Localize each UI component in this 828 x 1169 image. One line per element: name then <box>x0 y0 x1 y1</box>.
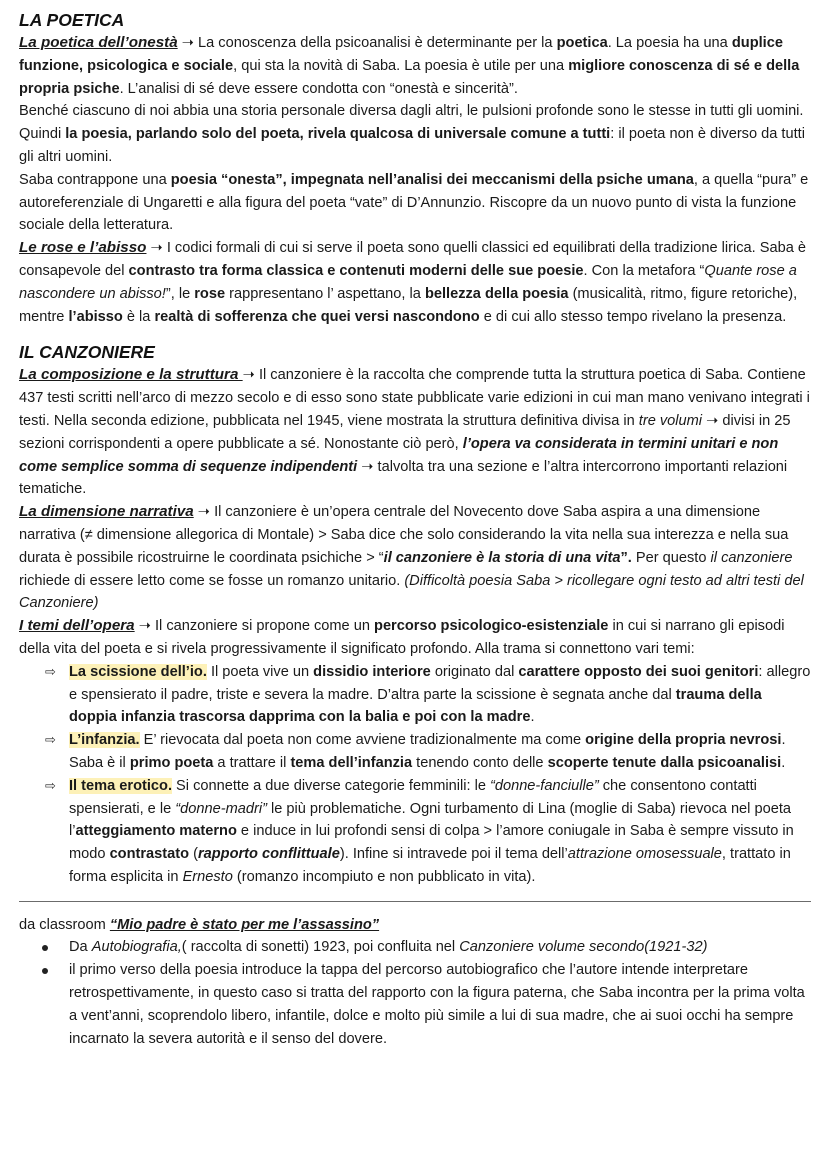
subheading-composizione: La composizione e la struttura <box>19 366 243 384</box>
section-title-canzoniere: IL CANZONIERE <box>19 342 155 363</box>
arrow-right-icon: ➝ <box>134 618 155 635</box>
section-title-poetica: LA POETICA <box>19 10 125 30</box>
paragraph-rose-abisso: Le rose e l’abisso ➝ I codici formali di cui si serve il poeta sono quelli classici ed equilibrati della tradizione lirica. Saba è consapevole del contrasto tra forma classica e contenuti moderni delle sue poesie. Con la metafora “Quante rose a nascondere un abisso!”, le rose rappresentano l’ aspettano, la bellezza della poesia (musicalità, ritmo, figure retoriche), mentre l’abisso è la realtà di sofferenza che quei versi nascondono e di cui allo stesso tempo rivelano la presenza. <box>19 239 807 325</box>
arrow-right-icon: ➝ <box>146 240 167 257</box>
subheading-temi: I temi dell’opera <box>19 617 135 635</box>
document-page <box>19 8 811 1050</box>
bullet-dot-icon <box>42 945 48 951</box>
list-item: ⇨ L’infanzia. E’ rievocata dal poeta non come avviene tradizionalmente ma come origine della propria nevrosi. Saba è il primo poeta a trattare il tema dell’infanzia tenendo conto delle scoperte tenute dalla psicoanalisi. <box>69 729 811 775</box>
list-item: ⇨ Il tema erotico. Si connette a due diverse categorie femminili: le “donne-fanciulle” che consentono contatti spensierati, e le “donne-madri” le più problematiche. Ogni turbamento di Lina (moglie di Saba) rievoca nel poeta l’atteggiamento materno e induce in lui profondi sensi di colpa > l’amore coniugale in Saba è sempre vissuto in modo contrastato (rapporto conflittuale). Infine si intravede poi il tema dell’attrazione omosessuale, trattato in forma esplicita in Ernesto (romanzo incompiuto e non pubblicato in vita). <box>69 775 811 889</box>
bullet-dot-icon <box>42 968 48 974</box>
themes-list <box>19 661 811 889</box>
subheading-rose-abisso: Le rose e l’abisso <box>19 239 147 257</box>
paragraph-onesta: La poetica dell’onestà ➝ La conoscenza della psicoanalisi è determinante per la poetica. La poesia ha una duplice funzione, psicologica e sociale, qui sta la novità di Saba. La poesia è utile per una migliore conoscenza di sé e della propria psiche. L’analisi di sé deve essere condotta con “onestà e sincerità”. <box>19 34 800 97</box>
hollow-arrow-icon: ⇨ <box>45 777 56 793</box>
paragraph-contrapposizione: Saba contrappone una poesia “onesta”, impegnata nell’analisi dei meccanismi della psiche umana, a quella “pura” e autoreferenziale di Ungaretti e alla figura del poeta “vate” di D’Annunzio. Riscopre da un nuovo punto di vista la funzione sociale della letteratura. <box>19 171 809 234</box>
list-item: il primo verso della poesia introduce la tappa del percorso autobiografico che l’autore intende interpretare retrospettivamente, in questo caso si tratta del rapporto con la figura paterna, che Saba incontra per la prima volta a vent’anni, scoprendolo libero, infantile, dolce e molto più simile a lui di sua madre, che ai suoi occhi ha sempre incarnato la severa autorità e il senso del dovere. <box>69 959 811 1050</box>
hollow-arrow-icon: ⇨ <box>45 732 56 748</box>
section-divider <box>19 901 811 902</box>
paragraph-composizione: La composizione e la struttura ➝ Il canzoniere è la raccolta che comprende tutta la struttura poetica di Saba. Contiene 437 testi scritti nell’arco di mezzo secolo e di esso sono state pubblicate varie edizioni in cui man mano venivano integrati i testi. Nella seconda edizione, pubblicata nel 1945, viene mostrata la struttura definitiva divisa in tre volumi ➝ divisi in 25 sezioni corrispondenti a opere pubblicate a sé. Nonostante ciò però, l’opera va considerata in termini unitari e non come semplice somma di sequenze indipendenti ➝ talvolta tra una sezione e l’altra intercorrono importanti relazioni tematiche. <box>19 366 810 498</box>
paragraph-narrativa: La dimensione narrativa ➝ Il canzoniere è un’opera centrale del Novecento dove Saba aspira a una dimensione narrativa (≠ dimensione allegorica di Montale) > Saba dice che solo considerando la vita nella sua interezza e nella sua durata è possibile ricostruirne le coordinata psichiche > “il canzoniere è la storia di una vita”. Per questo il canzoniere richiede di essere letto come se fosse un romanzo unitario. (Difficoltà poesia Saba > ricollegare ogni testo ad altri testi del Canzoniere) <box>19 503 804 612</box>
list-item: Da Autobiografia,( raccolta di sonetti) 1923, poi confluita nel Canzoniere volume secondo(1921-32) <box>69 936 811 959</box>
subheading-narrativa: La dimensione narrativa <box>19 503 194 521</box>
arrow-right-icon: ➝ <box>193 504 215 521</box>
paragraph-temi: I temi dell’opera ➝ Il canzoniere si propone come un percorso psicologico-esistenziale in cui si narrano gli episodi della vita del poeta e si rivela progressivamente il significato profondo. Alla trama si connettono vari temi: <box>19 617 785 657</box>
hollow-arrow-icon: ⇨ <box>45 663 56 679</box>
highlight-infanzia: L’infanzia. <box>69 732 140 749</box>
arrow-right-icon: ➝ <box>242 367 259 384</box>
list-item: ⇨ La scissione dell’io. Il poeta vive un dissidio interiore originato dal carattere opposto dei suoi genitori: allegro e spensierato il padre, triste e severa la madre. D’altra parte la scissione è segnata anche dal trauma della doppia infanzia trascorsa dapprima con la balia e poi con la madre. <box>69 661 811 729</box>
classroom-title: “Mio padre è stato per me l’assassino” <box>109 916 380 933</box>
highlight-erotico: Il tema erotico. <box>69 777 172 794</box>
classroom-heading: da classroom “Mio padre è stato per me l’assassino” <box>19 916 380 933</box>
classroom-bullets <box>19 936 811 1050</box>
highlight-scissione: La scissione dell’io. <box>69 663 207 680</box>
subheading-onesta: La poetica dell’onestà <box>19 34 178 51</box>
arrow-right-icon: ➝ <box>177 35 199 51</box>
paragraph-universale: Benché ciascuno di noi abbia una storia personale diversa dagli altri, le pulsioni profonde sono le stesse in tutti gli uomini. Quindi la poesia, parlando solo del poeta, rivela qualcosa di universale comune a tutti: il poeta non è diverso da tutti gli altri uomini. <box>19 103 805 165</box>
